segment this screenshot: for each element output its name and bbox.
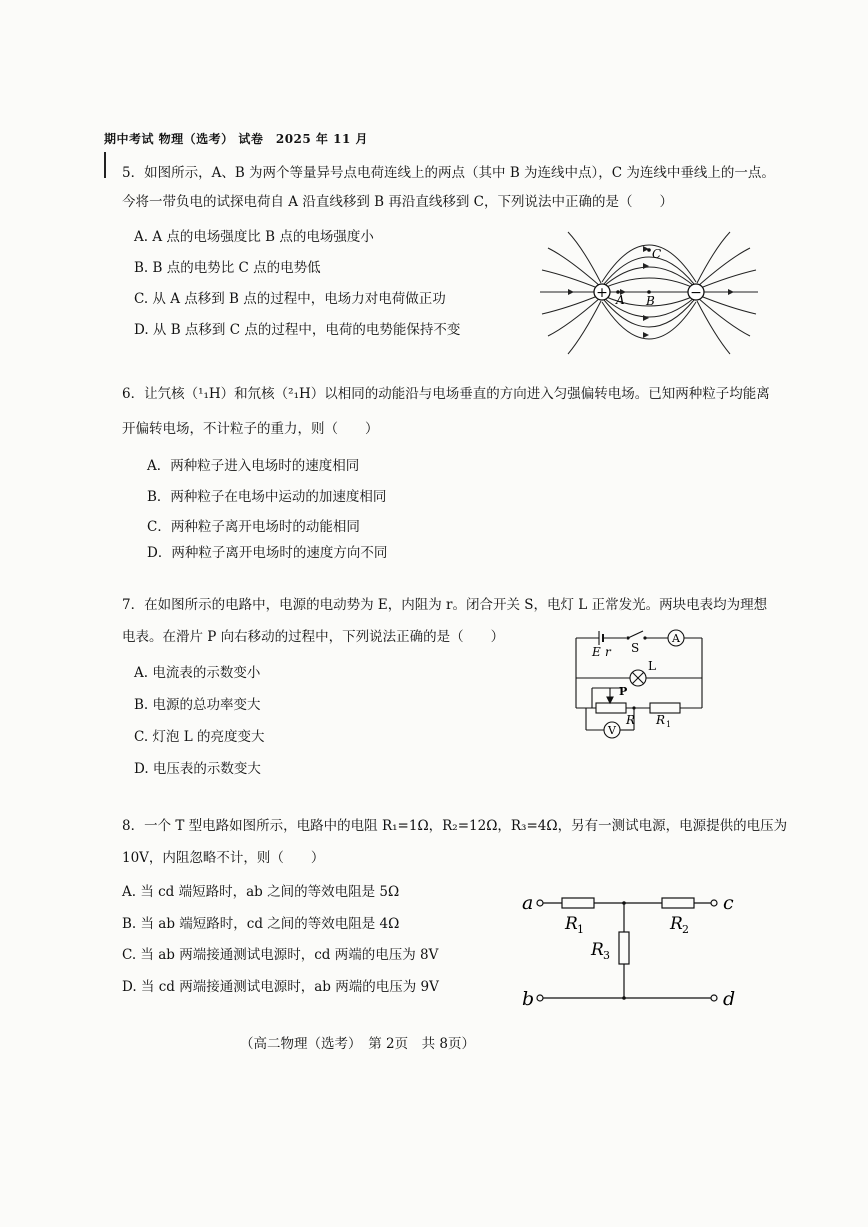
margin-mark (104, 152, 106, 178)
q5-option-c: C. 从 A 点移到 B 点的过程中，电场力对电荷做正功 (134, 291, 446, 307)
label-p: P (619, 685, 628, 698)
exam-header: 期中考试 物理（选考） 试卷 2025 年 11 月 (104, 132, 368, 146)
label-e: E (592, 645, 601, 659)
resistor-r1 (562, 898, 594, 908)
q7-stem-line2: 电表。在滑片 P 向右移动的过程中，下列说法正确的是（ ） (122, 629, 505, 645)
label-r: r (605, 645, 611, 659)
label-r2: R (670, 914, 683, 934)
q6-option-a: A．两种粒子进入电场时的速度相同 (147, 458, 360, 474)
q6-option-d: D．两种粒子离开电场时的速度方向不同 (147, 545, 388, 561)
dipole-field-figure (538, 228, 760, 360)
terminal-d: d (723, 988, 736, 1010)
resistor-r1 (650, 703, 680, 713)
q5-option-d: D. 从 B 点移到 C 点的过程中，电荷的电势能保持不变 (134, 322, 461, 338)
q8-option-a: A. 当 cd 端短路时，ab 之间的等效电阻是 5Ω (122, 884, 400, 900)
resistor-r2 (662, 898, 694, 908)
q5-option-a: A. A 点的电场强度比 B 点的电场强度小 (134, 229, 374, 245)
ammeter-label: A (672, 632, 680, 645)
page-footer: （高二物理（选考） 第 2页 共 8页） (240, 1036, 476, 1052)
circuit-figure-q7 (572, 622, 707, 742)
q7-option-c: C. 灯泡 L 的亮度变大 (134, 729, 265, 745)
label-r3: R (591, 940, 604, 960)
minus-sign: − (690, 285, 702, 301)
label-a: A (616, 293, 625, 307)
label-r3-sub: 3 (603, 949, 610, 962)
label-r1-sub: 1 (577, 923, 584, 936)
q8-option-c: C. 当 ab 两端接通测试电源时，cd 两端的电压为 8V (122, 947, 439, 963)
q8-option-b: B. 当 ab 端短路时，cd 之间的等效电阻是 4Ω (122, 916, 400, 932)
q6-stem-line2: 开偏转电场，不计粒子的重力，则（ ） (122, 421, 379, 437)
label-c: C (652, 247, 662, 261)
q8-stem-line2: 10V，内阻忽略不计，则（ ） (122, 850, 325, 866)
q5-option-b: B. B 点的电势比 C 点的电势低 (134, 260, 321, 276)
q7-stem-line1: 7．在如图所示的电路中，电源的电动势为 E，内阻为 r。闭合开关 S，电灯 L 正常发光。两块电表均为理想 (122, 597, 768, 613)
q8-stem-line1: 8．一个 T 型电路如图所示，电路中的电阻 R₁=1Ω，R₂=12Ω，R₃=4Ω，另有一测试电源，电源提供的电压为 (122, 818, 788, 834)
q5-stem-line2: 今将一带负电的试探电荷自 A 沿直线移到 B 再沿直线移到 C，下列说法中正确的是（ ） (122, 194, 673, 210)
point-c (647, 248, 651, 252)
q6-stem-line1: 6．让氕核（¹₁H）和氘核（²₁H）以相同的动能沿与电场垂直的方向进入匀强偏转电场。已知两种粒子均能离 (122, 386, 770, 402)
rheostat-r (596, 703, 626, 713)
t-circuit-figure-q8 (518, 886, 748, 1016)
q7-option-b: B. 电源的总功率变大 (134, 697, 261, 713)
voltmeter-label: V (608, 724, 616, 737)
label-r1-sub: 1 (666, 720, 672, 729)
q7-option-a: A. 电流表的示数变小 (134, 665, 261, 681)
q6-option-b: B．两种粒子在电场中运动的加速度相同 (147, 489, 387, 505)
terminal-a: a (522, 892, 534, 914)
q5-stem-line1: 5．如图所示，A、B 为两个等量异号点电荷连线上的两点（其中 B 为连线中点），C 为连线中垂线上的一点。 (122, 165, 775, 181)
terminal-b: b (522, 988, 535, 1010)
label-r1: R (565, 914, 578, 934)
label-r1: R (656, 713, 666, 727)
label-s: S (631, 641, 640, 655)
q6-option-c: C．两种粒子离开电场时的动能相同 (147, 519, 360, 535)
terminal-c: c (723, 892, 734, 914)
resistor-r3 (619, 932, 629, 964)
q7-option-d: D. 电压表的示数变大 (134, 761, 261, 777)
label-r2-sub: 2 (682, 923, 689, 936)
label-l: L (648, 659, 656, 673)
q8-option-d: D. 当 cd 两端接通测试电源时，ab 两端的电压为 9V (122, 979, 439, 995)
label-rheostat: R (626, 713, 636, 727)
plus-sign: + (596, 285, 608, 301)
label-b: B (646, 294, 655, 308)
